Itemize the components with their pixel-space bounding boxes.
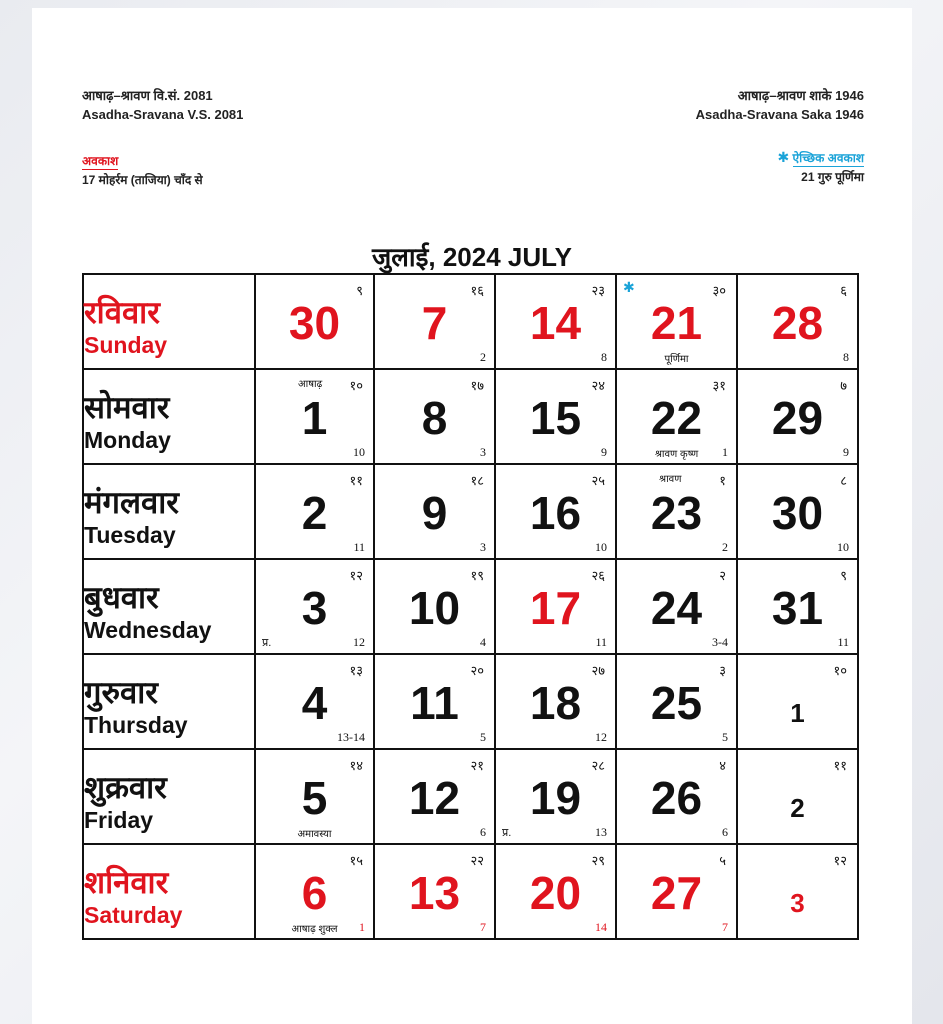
- nakshatra-number: 13: [595, 825, 607, 839]
- tithi-number: १२: [349, 568, 363, 583]
- tithi-number: २२: [470, 853, 484, 868]
- date-number: 2: [301, 487, 328, 539]
- month-title: जुलाई, 2024 JULY: [371, 242, 572, 272]
- nakshatra-number: 4: [480, 635, 486, 649]
- tithi-number: ३: [719, 663, 726, 678]
- saka-hindi: आषाढ़–श्रावण शाके 1946: [737, 88, 864, 103]
- nakshatra-number: 14: [595, 920, 607, 934]
- date-number: 2: [790, 793, 805, 823]
- nakshatra-number: 7: [722, 920, 728, 934]
- day-label: [83, 369, 255, 464]
- optional-holiday-title: ऐच्छिक अवकाश: [792, 151, 864, 165]
- tithi-number: ११: [833, 758, 847, 773]
- date-number: 6: [301, 867, 328, 919]
- date-cell[interactable]: [374, 844, 495, 939]
- date-cell[interactable]: [374, 464, 495, 559]
- date-cell[interactable]: [616, 369, 737, 464]
- date-number: 21: [650, 297, 703, 349]
- date-cell[interactable]: [255, 274, 374, 369]
- tithi-number: १४: [349, 758, 363, 773]
- week-row: [83, 559, 858, 654]
- tithi-number: ७: [840, 378, 847, 393]
- date-number: 9: [421, 487, 448, 539]
- date-cell[interactable]: [374, 559, 495, 654]
- day-name-hindi: रविवार: [84, 294, 160, 331]
- tithi-number: १७: [470, 378, 484, 393]
- nakshatra-number: 11: [595, 635, 607, 649]
- tithi-number: १३: [349, 663, 363, 678]
- day-label: [83, 274, 255, 369]
- date-cell[interactable]: [255, 559, 374, 654]
- day-name-hindi: मंगलवार: [84, 484, 179, 521]
- tithi-note: पूर्णिमा: [664, 354, 689, 365]
- tithi-number: १०: [833, 663, 847, 678]
- tithi-number: २५: [591, 473, 605, 488]
- tithi-number: २८: [591, 758, 605, 773]
- date-cell[interactable]: [737, 844, 858, 939]
- tithi-number: ३०: [712, 283, 726, 298]
- date-number: 31: [771, 582, 824, 634]
- week-row: [83, 464, 858, 559]
- nakshatra-number: 2: [722, 540, 728, 554]
- date-cell[interactable]: [495, 464, 616, 559]
- day-name-english: Friday: [84, 806, 154, 833]
- date-cell[interactable]: [495, 844, 616, 939]
- date-number: 4: [301, 677, 328, 729]
- tithi-note: श्रावण कृष्ण: [654, 449, 699, 460]
- nakshatra-number: 11: [353, 540, 365, 554]
- date-cell[interactable]: [616, 844, 737, 939]
- tithi-number: २: [719, 568, 726, 583]
- date-cell[interactable]: [616, 559, 737, 654]
- date-number: 23: [650, 487, 703, 539]
- nakshatra-number: 5: [480, 730, 486, 744]
- day-name-english: Saturday: [84, 901, 183, 928]
- calendar-grid: [82, 273, 859, 940]
- date-cell[interactable]: [737, 274, 858, 369]
- date-cell[interactable]: [255, 844, 374, 939]
- tithi-number: २१: [470, 758, 484, 773]
- calendar-page: [32, 8, 912, 1024]
- nakshatra-number: 10: [353, 445, 365, 459]
- date-number: 22: [650, 392, 703, 444]
- day-label: [83, 464, 255, 559]
- tithi-number: १२: [833, 853, 847, 868]
- tithi-number: ६: [840, 283, 847, 298]
- date-number: 1: [301, 392, 328, 444]
- date-number: 26: [650, 772, 703, 824]
- week-row: [83, 749, 858, 844]
- date-cell[interactable]: [616, 654, 737, 749]
- day-name-hindi: गुरुवार: [84, 674, 158, 711]
- date-cell[interactable]: [255, 654, 374, 749]
- day-name-english: Tuesday: [84, 521, 176, 548]
- date-number: 16: [529, 487, 582, 539]
- date-cell[interactable]: [616, 274, 737, 369]
- holiday-text: 17 मोहर्रम (ताजिया) चाँद से: [82, 173, 203, 187]
- day-name-hindi: बुधवार: [84, 579, 159, 616]
- nakshatra-number: 10: [595, 540, 607, 554]
- nakshatra-number: 9: [843, 445, 849, 459]
- date-number: 3: [790, 888, 805, 918]
- vikram-samvat-header: [82, 86, 243, 124]
- tithi-number: १८: [470, 473, 484, 488]
- date-number: 17: [529, 582, 582, 634]
- day-name-hindi: सोमवार: [84, 389, 170, 426]
- star-icon: ✱: [623, 279, 635, 295]
- date-cell[interactable]: [255, 464, 374, 559]
- nakshatra-number: 8: [601, 350, 607, 364]
- date-cell[interactable]: [495, 749, 616, 844]
- date-cell[interactable]: [255, 749, 374, 844]
- tithi-number: ३१: [712, 378, 726, 393]
- date-cell[interactable]: [737, 464, 858, 559]
- date-number: 10: [408, 582, 461, 634]
- tithi-number: ८: [840, 473, 847, 488]
- day-name-english: Sunday: [84, 331, 168, 358]
- date-number: 5: [301, 772, 328, 824]
- nakshatra-number: 8: [843, 350, 849, 364]
- day-label: [83, 844, 255, 939]
- holiday-box: [82, 152, 203, 190]
- nakshatra-number: 12: [595, 730, 607, 744]
- date-number: 12: [408, 772, 461, 824]
- nakshatra-number: 11: [837, 635, 849, 649]
- tithi-note: आषाढ़ शुक्ल: [291, 924, 338, 935]
- nakshatra-number: 7: [480, 920, 486, 934]
- nakshatra-number: 3: [480, 540, 486, 554]
- tithi-number: २९: [591, 853, 605, 868]
- date-number: 18: [529, 677, 582, 729]
- date-cell[interactable]: [495, 369, 616, 464]
- nakshatra-number: 1: [359, 920, 365, 934]
- nakshatra-number: 1: [722, 445, 728, 459]
- tithi-number: ९: [840, 568, 847, 583]
- nakshatra-number: 9: [601, 445, 607, 459]
- nakshatra-number: 3: [480, 445, 486, 459]
- month-start-note: श्रावण: [659, 474, 682, 485]
- date-cell[interactable]: [495, 274, 616, 369]
- date-cell[interactable]: [737, 369, 858, 464]
- date-cell[interactable]: [374, 654, 495, 749]
- date-number: 11: [410, 677, 459, 729]
- date-number: 8: [421, 392, 448, 444]
- day-label: [83, 654, 255, 749]
- date-cell[interactable]: [374, 749, 495, 844]
- saka-header: [696, 86, 864, 124]
- date-number: 30: [288, 297, 341, 349]
- date-number: 25: [650, 677, 703, 729]
- star-icon: ✱: [777, 149, 790, 165]
- date-cell[interactable]: [737, 559, 858, 654]
- date-number: 29: [771, 392, 824, 444]
- tithi-number: १५: [349, 853, 363, 868]
- tithi-number: २७: [591, 663, 605, 678]
- tithi-number: १: [719, 473, 726, 488]
- vs-hindi: आषाढ़–श्रावण वि.सं. 2081: [82, 88, 213, 103]
- date-number: 14: [529, 297, 582, 349]
- date-cell[interactable]: [737, 654, 858, 749]
- pradosh-mark: प्र.: [262, 637, 272, 649]
- nakshatra-number: 10: [837, 540, 849, 554]
- month-start-note: आषाढ़: [298, 379, 323, 390]
- tithi-number: ९: [356, 283, 363, 298]
- optional-holiday-box: [777, 148, 864, 187]
- date-number: 28: [771, 297, 824, 349]
- date-number: 7: [421, 297, 448, 349]
- date-number: 3: [301, 582, 328, 634]
- week-row: [83, 274, 858, 369]
- date-number: 13: [408, 867, 461, 919]
- tithi-number: १६: [470, 283, 484, 298]
- date-cell[interactable]: [616, 464, 737, 559]
- date-cell[interactable]: [737, 749, 858, 844]
- optional-holiday-text: 21 गुरु पूर्णिमा: [801, 170, 864, 184]
- day-label: [83, 749, 255, 844]
- date-number: 19: [529, 772, 582, 824]
- nakshatra-number: 13-14: [337, 730, 365, 744]
- nakshatra-number: 6: [480, 825, 486, 839]
- week-row: [83, 369, 858, 464]
- date-cell[interactable]: [495, 654, 616, 749]
- date-cell[interactable]: [495, 559, 616, 654]
- nakshatra-number: 12: [353, 635, 365, 649]
- nakshatra-number: 3-4: [712, 635, 728, 649]
- date-number: 24: [650, 582, 703, 634]
- tithi-number: ४: [719, 758, 726, 773]
- day-name-hindi: शुक्रवार: [84, 769, 167, 806]
- day-name-hindi: शनिवार: [84, 864, 169, 901]
- nakshatra-number: 6: [722, 825, 728, 839]
- day-name-english: Thursday: [84, 711, 188, 738]
- tithi-number: १०: [349, 378, 363, 393]
- date-number: 20: [529, 867, 582, 919]
- tithi-number: २६: [591, 568, 605, 583]
- date-cell[interactable]: [255, 369, 374, 464]
- saka-english: Asadha-Sravana Saka 1946: [695, 107, 864, 122]
- day-label: [83, 559, 255, 654]
- tithi-number: २४: [591, 378, 605, 393]
- date-cell[interactable]: [374, 369, 495, 464]
- week-row: [83, 844, 858, 939]
- holiday-title: अवकाश: [82, 154, 119, 168]
- vs-english: Asadha-Sravana V.S. 2081: [82, 107, 244, 122]
- date-number: 1: [790, 698, 805, 728]
- nakshatra-number: 2: [480, 350, 486, 364]
- day-name-english: Wednesday: [84, 616, 212, 643]
- date-number: 15: [529, 392, 582, 444]
- week-row: [83, 654, 858, 749]
- pradosh-mark: प्र.: [502, 827, 512, 839]
- tithi-number: ५: [719, 853, 726, 868]
- nakshatra-number: 5: [722, 730, 728, 744]
- tithi-note: अमावस्या: [297, 829, 332, 840]
- tithi-number: ११: [349, 473, 363, 488]
- date-number: 27: [650, 867, 703, 919]
- day-name-english: Monday: [84, 426, 171, 453]
- tithi-number: २३: [591, 283, 605, 298]
- date-cell[interactable]: [616, 749, 737, 844]
- date-number: 30: [771, 487, 824, 539]
- tithi-number: १९: [470, 568, 484, 583]
- date-cell[interactable]: [374, 274, 495, 369]
- tithi-number: २०: [470, 663, 484, 678]
